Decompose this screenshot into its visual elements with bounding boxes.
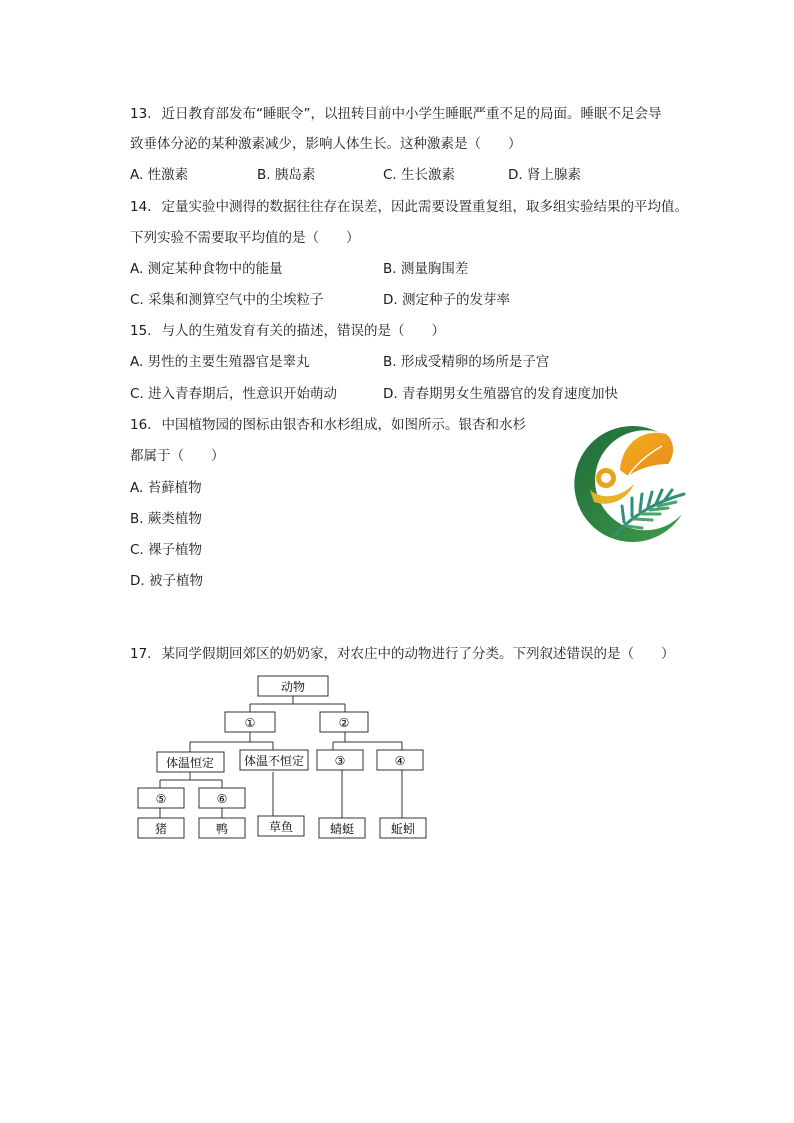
q15-option-a[interactable]: A. 男性的主要生殖器官是睾丸 (130, 354, 310, 370)
botanical-garden-logo (562, 418, 692, 548)
tree-root-label: 动物 (280, 680, 306, 694)
q15-text1: 与人的生殖发育有关的描述，错误的是（ ） (161, 323, 445, 339)
q17-number: 17. (130, 646, 152, 662)
tree-node-6-label: ⑥ (216, 792, 228, 806)
q17-stem-line1 (130, 644, 674, 664)
q14-stem-line2: 下列实验不需要取平均值的是（ ） (130, 230, 360, 246)
tree-leaf-pig-label: 猪 (154, 822, 168, 836)
q16-text1: 中国植物园的图标由银杏和水杉组成，如图所示。银杏和水杉 (161, 417, 526, 433)
q13-option-d[interactable]: D. 肾上腺素 (508, 167, 581, 183)
q15-stem-line1 (130, 321, 445, 341)
q15-option-b[interactable]: B. 形成受精卵的场所是子宫 (383, 354, 550, 370)
animal-classification-tree (130, 670, 440, 845)
q14-option-b[interactable]: B. 测量胸围差 (383, 261, 469, 277)
ginkgo-leaf-shape (620, 433, 673, 476)
tree-node-5-label: ⑤ (155, 792, 167, 806)
q16-stem-line1 (130, 415, 526, 435)
q16-option-a[interactable]: A. 苔藓植物 (130, 480, 202, 496)
q14-number: 14. (130, 199, 152, 215)
q13-option-a[interactable]: A. 性激素 (130, 167, 189, 183)
q14-option-a[interactable]: A. 测定某种食物中的能量 (130, 261, 283, 277)
q13-option-b[interactable]: B. 胰岛素 (257, 167, 316, 183)
q16-option-b[interactable]: B. 蕨类植物 (130, 511, 202, 527)
tree-node-2-label: ② (338, 716, 350, 730)
sun-core-shape (601, 473, 611, 483)
q13-stem-line1 (130, 104, 661, 124)
tree-leaf-fish-label: 草鱼 (268, 820, 294, 834)
tree-node-1-label: ① (244, 716, 256, 730)
tree-leaf-duck-label: 鸭 (215, 822, 229, 836)
q16-number: 16. (130, 417, 152, 433)
q16-stem-line2: 都属于（ ） (130, 448, 225, 464)
q15-option-c[interactable]: C. 进入青春期后，性意识开始萌动 (130, 386, 338, 402)
tree-node-3-label: ③ (334, 754, 346, 768)
q16-option-d[interactable]: D. 被子植物 (130, 573, 203, 589)
q14-text1: 定量实验中测得的数据往往存在误差，因此需要设置重复组，取多组实验结果的平均值。 (161, 199, 688, 215)
q17-text1: 某同学假期回郊区的奶奶家，对农庄中的动物进行了分类。下列叙述错误的是（ ） (161, 646, 675, 662)
tree-node-4-label: ④ (394, 754, 406, 768)
q13-text1: 近日教育部发布“睡眠令”，以扭转目前中小学生睡眠严重不足的局面。睡眠不足会导 (161, 106, 662, 122)
tree-leaf-dragonfly-label: 蜻蜓 (329, 822, 355, 836)
q13-number: 13. (130, 106, 152, 122)
q13-option-c[interactable]: C. 生长激素 (383, 167, 456, 183)
q14-option-d[interactable]: D. 测定种子的发芽率 (383, 292, 510, 308)
q15-option-d[interactable]: D. 青春期男女生殖器官的发育速度加快 (383, 386, 618, 402)
tree-leaf-earthworm-label: 蚯蚓 (390, 822, 416, 836)
q13-stem-line2: 致垂体分泌的某种激素减少，影响人体生长。这种激素是（ ） (130, 136, 522, 152)
tree-cold-label: 体温不恒定 (243, 754, 305, 768)
tree-warm-label: 体温恒定 (165, 756, 215, 770)
q16-option-c[interactable]: C. 裸子植物 (130, 542, 203, 558)
q14-stem-line1 (130, 197, 688, 217)
q15-number: 15. (130, 323, 152, 339)
q14-option-c[interactable]: C. 采集和测算空气中的尘埃粒子 (130, 292, 324, 308)
